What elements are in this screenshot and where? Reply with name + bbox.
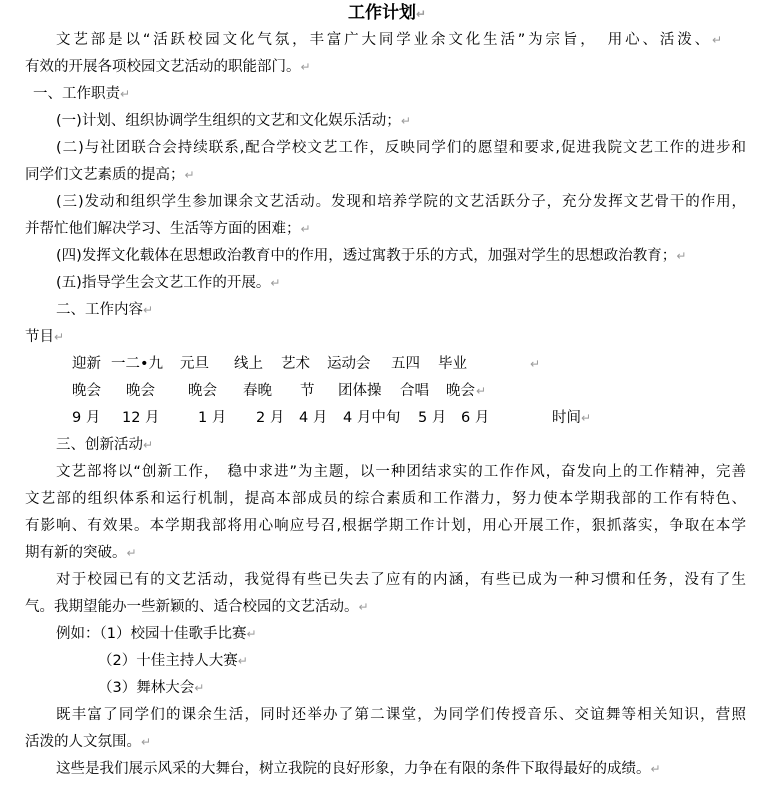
program-row1-cell: 元旦 [180, 356, 209, 372]
paragraph-mark-icon: ↵ [194, 681, 205, 695]
paragraph-mark-icon: ↵ [416, 7, 427, 21]
intro-line-1: 文艺部是以“活跃校园文化气氛，丰富广大同学业余文化生活”为宗旨， 用心、活泼、↵ [56, 32, 722, 48]
paragraph-mark-icon: ↵ [581, 411, 592, 425]
intro-line-2: 有效的开展各项校园文艺活动的职能部门。↵ [25, 59, 311, 75]
paragraph-mark-icon: ↵ [246, 627, 257, 641]
document-title: 工作计划↵ [348, 3, 427, 23]
paragraph-mark-icon: ↵ [476, 384, 487, 398]
duty-4: (四)发挥文化载体在思想政治教育中的作用，透过寓教于乐的方式，加强对学生的思想政治教育；↵ [56, 248, 687, 264]
innovation-line-1: 文艺部将以“创新工作， 稳中求进”为主题，以一种团结求实的工作作风，奋发向上的工作精神，完善 [56, 464, 746, 480]
program-row2-cell: 节 [300, 383, 315, 399]
paragraph-mark-icon: ↵ [400, 114, 411, 128]
paragraph-mark-icon: ↵ [141, 735, 152, 749]
paragraph-mark-icon: ↵ [676, 249, 687, 263]
program-row1-cell: 线上 [234, 356, 263, 372]
benefit-line-1: 既丰富了同学们的课余生活，同时还举办了第二课堂，为同学们传授音乐、交谊舞等相关知识，营照 [56, 707, 746, 723]
program-row3-cell: 2 月 [256, 410, 285, 426]
section2-heading: 二、工作内容↵ [56, 302, 154, 318]
closing-paragraph: 这些是我们展示风采的大舞台，树立我院的良好形象，力争在有限的条件下取得最好的成绩。↵ [56, 761, 661, 777]
paragraph-mark-icon: ↵ [143, 438, 154, 452]
program-row3-cell: 1 月 [198, 410, 227, 426]
paragraph-mark-icon: ↵ [126, 546, 137, 560]
program-row1-cell: 迎新 [72, 356, 101, 372]
paragraph-mark-icon: ↵ [300, 222, 311, 236]
duty-2-line-2: 同学们文艺素质的提高；↵ [25, 167, 195, 183]
program-row3-cell: 4 月中旬 [343, 410, 401, 426]
section3-heading: 三、创新活动↵ [56, 437, 154, 453]
paragraph-mark-icon: ↵ [184, 168, 195, 182]
paragraph-mark-icon: ↵ [300, 60, 311, 74]
example-item-2: （2）十佳主持人大赛↵ [98, 653, 248, 669]
program-row3-cell: 12 月 [122, 410, 160, 426]
paragraph-mark-icon: ↵ [358, 600, 369, 614]
paragraph-mark-icon: ↵ [530, 357, 541, 371]
program-row1-cell: 毕业 [438, 356, 467, 372]
program-row1-cell: 运动会 [327, 356, 371, 372]
benefit-line-2: 活泼的人文氛围。↵ [25, 734, 152, 750]
program-label: 节目↵ [25, 329, 65, 345]
time-label: 时间↵ [552, 410, 592, 426]
program-row1-cell: 艺术 [281, 356, 310, 372]
paragraph-mark-icon: ↵ [120, 87, 131, 101]
program-row1-cell: 五四 [391, 356, 420, 372]
program-row3-cell: 4 月 [299, 410, 328, 426]
reflection-line-1: 对于校园已有的文艺活动，我觉得有些已失去了应有的内涵，有些已成为一种习惯和任务，没有了生 [56, 572, 746, 588]
example-item-3: （3）舞林大会↵ [98, 680, 205, 696]
program-row3-cell: 6 月 [461, 410, 490, 426]
duty-5: (五)指导学生会文艺工作的开展。↵ [56, 275, 281, 291]
program-row2-cell: 合唱 [400, 383, 429, 399]
example-item-1: 例如：（1）校园十佳歌手比赛↵ [56, 626, 257, 642]
program-row3-cell: 5 月 [418, 410, 447, 426]
duty-3-line-1: (三)发动和组织学生参加课余文艺活动。发现和培养学院的文艺活跃分子，充分发挥文艺骨干的作用， [56, 194, 746, 210]
program-row2-cell: 晚会 [446, 383, 475, 399]
innovation-line-3: 有影响、有效果。本学期我部将用心响应号召,根据学期工作计划，用心开展工作，狠抓落实，争取在本学 [25, 518, 746, 534]
paragraph-mark-icon: ↵ [270, 276, 281, 290]
program-row2-cell: 晚会 [188, 383, 217, 399]
duty-2-line-1: (二)与社团联合会持续联系,配合学校文艺工作，反映同学们的愿望和要求,促进我院文艺工作的进步和 [56, 140, 746, 156]
paragraph-mark-icon: ↵ [54, 330, 65, 344]
innovation-line-4: 期有新的突破。↵ [25, 545, 137, 561]
program-row1-cell: 一二•九 [111, 356, 164, 372]
duty-3-line-2: 并帮忙他们解决学习、生活等方面的困难；↵ [25, 221, 311, 237]
paragraph-mark-icon: ↵ [143, 303, 154, 317]
paragraph-mark-icon: ↵ [650, 762, 661, 776]
program-row3-cell: 9 月 [72, 410, 101, 426]
paragraph-mark-icon: ↵ [237, 654, 248, 668]
program-row2-cell: 晚会 [126, 383, 155, 399]
reflection-line-2: 气。我期望能办一些新颖的、适合校园的文艺活动。↵ [25, 599, 369, 615]
program-row2-cell: 晚会 [72, 383, 101, 399]
paragraph-mark-icon: ↵ [711, 33, 722, 47]
innovation-line-2: 文艺部的组织体系和运行机制，提高本部成员的综合素质和工作潜力，努力使本学期我部的工作有特色、 [25, 491, 746, 507]
section1-heading: 一、工作职责↵ [33, 86, 131, 102]
program-row2-cell: 春晚 [243, 383, 272, 399]
duty-1: (一)计划、组织协调学生组织的文艺和文化娱乐活动；↵ [56, 113, 411, 129]
program-row2-cell: 团体操 [338, 383, 382, 399]
